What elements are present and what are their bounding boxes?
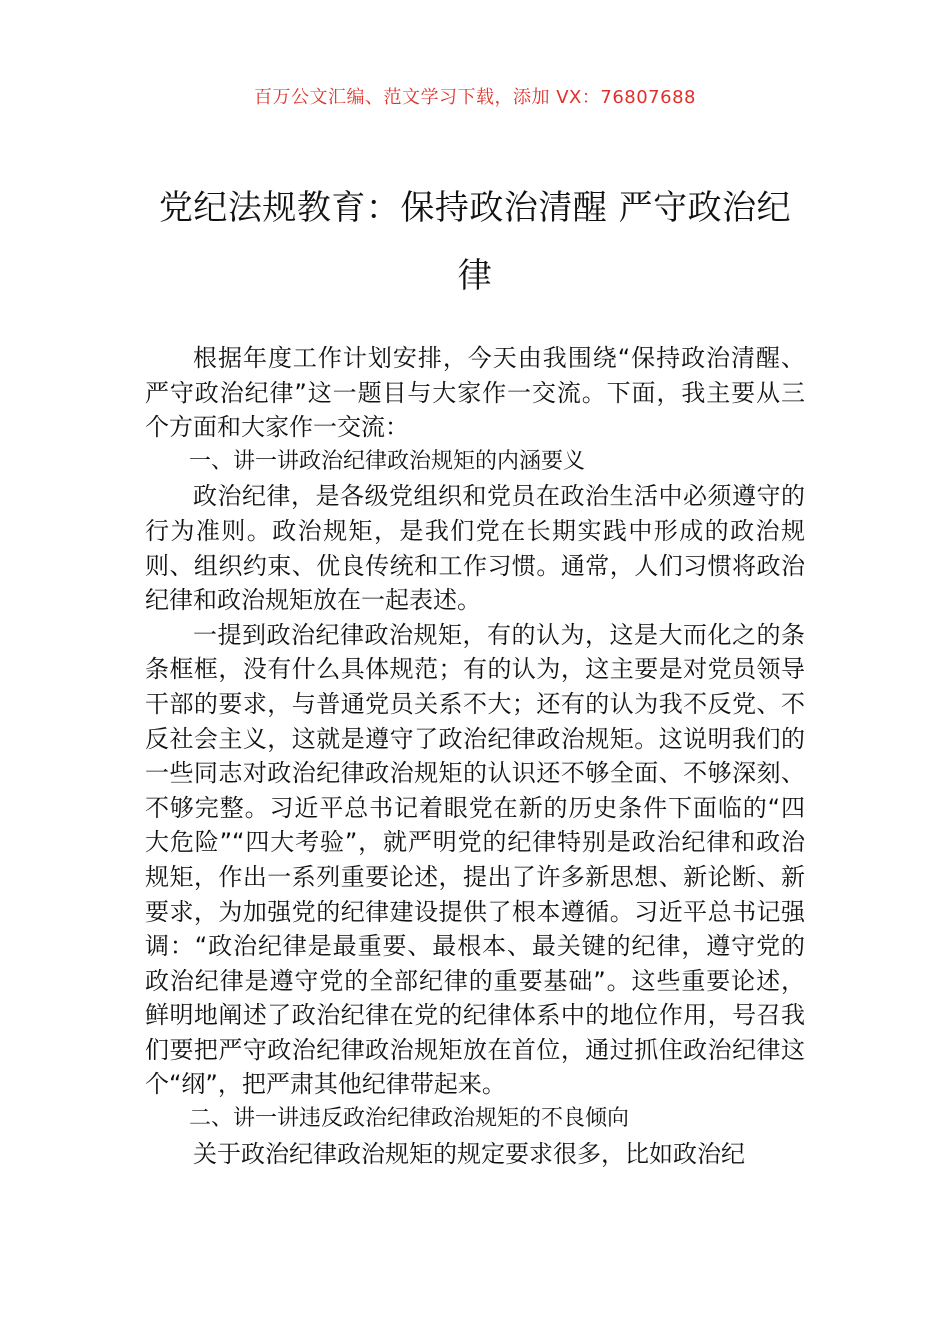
document-body bbox=[145, 341, 805, 1171]
section-heading-2: 二、讲一讲违反政治纪律政治规矩的不良倾向 bbox=[189, 1106, 630, 1132]
paragraph-definition: 政治纪律，是各级党组织和党员在政治生活中必须遵守的行为准则。政治规矩，是我们党在长期实践中形成的政治规则、组织约束、优良传统和工作习惯。通常，人们习惯将政治纪律和政治规矩放在一起表述。 bbox=[145, 482, 805, 615]
section-heading-1: 一、讲一讲政治纪律政治规矩的内涵要义 bbox=[189, 448, 586, 474]
document-title: 党纪法规教育：保持政治清醒 严守政治纪律 bbox=[158, 188, 792, 296]
paragraph-intro: 根据年度工作计划安排，今天由我围绕“保持政治清醒、严守政治纪律”这一题目与大家作一交流。下面，我主要从三个方面和大家作一交流： bbox=[145, 344, 805, 442]
watermark-text: 百万公文汇编、范文学习下载，添加 VX：76807688 bbox=[254, 87, 696, 108]
paragraph-continued: 关于政治纪律政治规矩的规定要求很多，比如政治纪 bbox=[193, 1139, 745, 1168]
paragraph-discussion: 一提到政治纪律政治规矩，有的认为，这是大而化之的条条框框，没有什么具体规范；有的认为，这主要是对党员领导干部的要求，与普通党员关系不大；还有的认为我不反党、不反社会主义，这就是遵守了政治纪律政治规矩。这说明我们的一些同志对政治纪律政治规矩的认识还不够全面、不够深刻、不够完整。习近平总书记着眼党在新的历史条件下面临的“四大危险”“四大考验”，就严明党的纪律特别是政治纪律和政治规矩，作出一系列重要论述，提出了许多新思想、新论断、新要求，为加强党的纪律建设提供了根本遵循。习近平总书记强调：“政治纪律是最重要、最根本、最关键的纪律，遵守党的政治纪律是遵守党的全部纪律的重要基础”。这些重要论述，鲜明地阐述了政治纪律在党的纪律体系中的地位作用，号召我们要把严守政治纪律政治规矩放在首位，通过抓住政治纪律这个“纲”，把严肃其他纪律带起来。 bbox=[145, 620, 805, 1099]
